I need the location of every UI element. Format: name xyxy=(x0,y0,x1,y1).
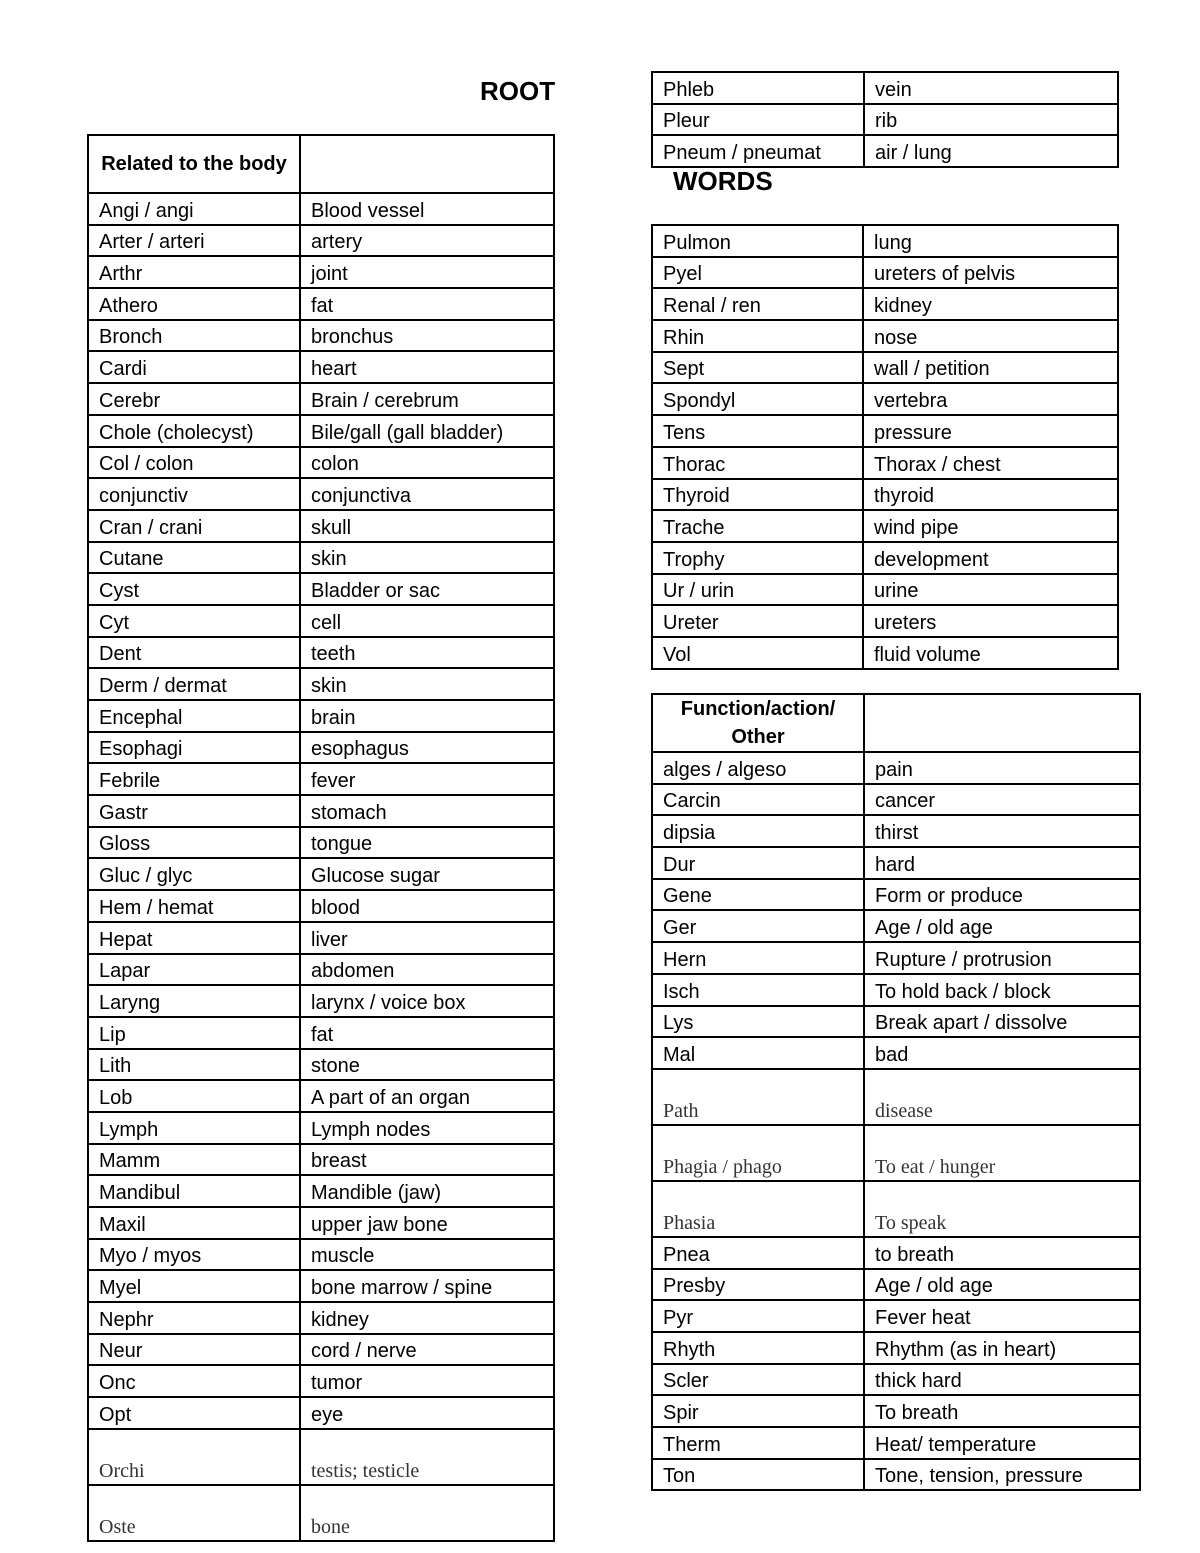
table-row xyxy=(88,1302,554,1334)
root-cell: Lip xyxy=(88,1017,300,1049)
meaning-cell: To eat / hunger xyxy=(864,1125,1140,1181)
table-row xyxy=(652,879,1140,911)
table-row xyxy=(88,700,554,732)
table-row xyxy=(652,974,1140,1006)
table-row xyxy=(652,1069,1140,1125)
root-cell: Opt xyxy=(88,1397,300,1429)
table-row xyxy=(88,320,554,352)
root-cell: Trache xyxy=(652,510,863,542)
table-row xyxy=(88,415,554,447)
table-row xyxy=(88,478,554,510)
root-cell: Maxil xyxy=(88,1207,300,1239)
root-cell: Rhin xyxy=(652,320,863,352)
root-cell: Col / colon xyxy=(88,447,300,479)
table-row xyxy=(652,510,1118,542)
meaning-cell: air / lung xyxy=(864,135,1118,167)
column-header xyxy=(864,694,1140,752)
meaning-cell: pain xyxy=(864,752,1140,784)
root-cell: Gluc / glyc xyxy=(88,858,300,890)
root-cell: Pyel xyxy=(652,257,863,289)
root-cell: Myo / myos xyxy=(88,1239,300,1271)
root-cell: Phleb xyxy=(652,72,864,104)
meaning-cell: Lymph nodes xyxy=(300,1112,554,1144)
table-row xyxy=(652,415,1118,447)
table-row xyxy=(88,922,554,954)
table-row xyxy=(88,1144,554,1176)
root-cell: Lapar xyxy=(88,954,300,986)
root-cell: Cran / crani xyxy=(88,510,300,542)
meaning-cell: Blood vessel xyxy=(300,193,554,225)
words-table xyxy=(651,224,1119,670)
table-row xyxy=(88,1485,554,1541)
root-cell: Renal / ren xyxy=(652,288,863,320)
meaning-cell: hard xyxy=(864,847,1140,879)
root-cell: Mamm xyxy=(88,1144,300,1176)
meaning-cell: fat xyxy=(300,288,554,320)
meaning-cell: ureters of pelvis xyxy=(863,257,1118,289)
root-cell: Cyst xyxy=(88,573,300,605)
table-header-row xyxy=(652,694,1140,752)
words-title: WORDS xyxy=(673,166,773,196)
table-row xyxy=(88,1112,554,1144)
meaning-cell: fluid volume xyxy=(863,637,1118,669)
root-cell: Encephal xyxy=(88,700,300,732)
root-cell: Presby xyxy=(652,1269,864,1301)
meaning-cell: blood xyxy=(300,890,554,922)
root-cell: Path xyxy=(652,1069,864,1125)
root-cell: Cutane xyxy=(88,542,300,574)
root-cell: Therm xyxy=(652,1427,864,1459)
meaning-cell: eye xyxy=(300,1397,554,1429)
table-row xyxy=(652,320,1118,352)
meaning-cell: To breath xyxy=(864,1395,1140,1427)
table-row xyxy=(652,1300,1140,1332)
table-row xyxy=(88,573,554,605)
table-row xyxy=(652,942,1140,974)
meaning-cell: skin xyxy=(300,542,554,574)
meaning-cell: ureters xyxy=(863,605,1118,637)
root-cell: Phasia xyxy=(652,1181,864,1237)
root-cell: Febrile xyxy=(88,763,300,795)
body-roots-table xyxy=(87,134,555,1542)
table-row xyxy=(652,1237,1140,1269)
root-cell: Gene xyxy=(652,879,864,911)
table-row xyxy=(88,1429,554,1485)
meaning-cell: larynx / voice box xyxy=(300,985,554,1017)
meaning-cell: thyroid xyxy=(863,479,1118,511)
meaning-cell: bone xyxy=(300,1485,554,1541)
table-row xyxy=(652,784,1140,816)
table-row xyxy=(88,605,554,637)
root-cell: Athero xyxy=(88,288,300,320)
root-cell: Oste xyxy=(88,1485,300,1541)
root-cell: Esophagi xyxy=(88,732,300,764)
table-row xyxy=(88,985,554,1017)
table-row xyxy=(88,1239,554,1271)
table-row xyxy=(88,1049,554,1081)
root-cell: Pyr xyxy=(652,1300,864,1332)
meaning-cell: breast xyxy=(300,1144,554,1176)
root-cell: Vol xyxy=(652,637,863,669)
table-row xyxy=(88,1080,554,1112)
meaning-cell: To hold back / block xyxy=(864,974,1140,1006)
root-cell: Ur / urin xyxy=(652,574,863,606)
root-cell: Isch xyxy=(652,974,864,1006)
root-cell: Orchi xyxy=(88,1429,300,1485)
meaning-cell: wall / petition xyxy=(863,352,1118,384)
table-row xyxy=(88,890,554,922)
root-cell: Cerebr xyxy=(88,383,300,415)
table-row xyxy=(652,1125,1140,1181)
table-row xyxy=(88,763,554,795)
root-cell: Spondyl xyxy=(652,383,863,415)
continued-roots-table xyxy=(651,71,1119,168)
meaning-cell: heart xyxy=(300,351,554,383)
meaning-cell: urine xyxy=(863,574,1118,606)
table-row xyxy=(88,288,554,320)
root-cell: Cyt xyxy=(88,605,300,637)
table-row xyxy=(88,858,554,890)
root-cell: Cardi xyxy=(88,351,300,383)
root-cell: Lys xyxy=(652,1006,864,1038)
table-row xyxy=(652,542,1118,574)
meaning-cell: stone xyxy=(300,1049,554,1081)
meaning-cell: muscle xyxy=(300,1239,554,1271)
root-cell: Lith xyxy=(88,1049,300,1081)
table-row xyxy=(652,447,1118,479)
table-row xyxy=(88,954,554,986)
meaning-cell: colon xyxy=(300,447,554,479)
table-row xyxy=(652,1037,1140,1069)
table-row xyxy=(88,383,554,415)
meaning-cell: Break apart / dissolve xyxy=(864,1006,1140,1038)
table-row xyxy=(88,732,554,764)
table-row xyxy=(88,637,554,669)
table-row xyxy=(88,1334,554,1366)
meaning-cell: development xyxy=(863,542,1118,574)
meaning-cell: cord / nerve xyxy=(300,1334,554,1366)
function-table xyxy=(651,693,1141,1491)
meaning-cell: Thorax / chest xyxy=(863,447,1118,479)
meaning-cell: liver xyxy=(300,922,554,954)
root-cell: conjunctiv xyxy=(88,478,300,510)
root-cell: Scler xyxy=(652,1364,864,1396)
meaning-cell: joint xyxy=(300,256,554,288)
table-row xyxy=(652,72,1118,104)
root-cell: Hern xyxy=(652,942,864,974)
meaning-cell: thick hard xyxy=(864,1364,1140,1396)
meaning-cell: stomach xyxy=(300,795,554,827)
root-cell: Gastr xyxy=(88,795,300,827)
table-row xyxy=(88,668,554,700)
table-row xyxy=(88,1017,554,1049)
table-row xyxy=(652,605,1118,637)
table-row xyxy=(652,847,1140,879)
root-cell: Dur xyxy=(652,847,864,879)
root-cell: Derm / dermat xyxy=(88,668,300,700)
root-cell: Lob xyxy=(88,1080,300,1112)
root-cell: Mal xyxy=(652,1037,864,1069)
meaning-cell: tumor xyxy=(300,1365,554,1397)
table-row xyxy=(88,351,554,383)
column-header: Function/action/ Other xyxy=(652,694,864,752)
table-header-row xyxy=(88,135,554,193)
root-cell: Bronch xyxy=(88,320,300,352)
meaning-cell: Age / old age xyxy=(864,910,1140,942)
table-row xyxy=(652,1269,1140,1301)
table-row xyxy=(88,256,554,288)
table-row xyxy=(652,225,1118,257)
meaning-cell: bad xyxy=(864,1037,1140,1069)
table-row xyxy=(652,574,1118,606)
meaning-cell: Rhythm (as in heart) xyxy=(864,1332,1140,1364)
table-row xyxy=(652,1181,1140,1237)
table-row xyxy=(652,752,1140,784)
meaning-cell: Rupture / protrusion xyxy=(864,942,1140,974)
table-row xyxy=(88,225,554,257)
root-cell: Carcin xyxy=(652,784,864,816)
root-cell: Sept xyxy=(652,352,863,384)
root-cell: Pnea xyxy=(652,1237,864,1269)
table-row xyxy=(88,1207,554,1239)
table-row xyxy=(652,479,1118,511)
meaning-cell: Bile/gall (gall bladder) xyxy=(300,415,554,447)
meaning-cell: bone marrow / spine xyxy=(300,1270,554,1302)
meaning-cell: to breath xyxy=(864,1237,1140,1269)
root-cell: Gloss xyxy=(88,827,300,859)
meaning-cell: testis; testicle xyxy=(300,1429,554,1485)
table-row xyxy=(652,104,1118,136)
table-row xyxy=(652,352,1118,384)
meaning-cell: Tone, tension, pressure xyxy=(864,1459,1140,1491)
root-cell: Arthr xyxy=(88,256,300,288)
column-header: Related to the body xyxy=(88,135,300,193)
meaning-cell: rib xyxy=(864,104,1118,136)
meaning-cell: conjunctiva xyxy=(300,478,554,510)
meaning-cell: disease xyxy=(864,1069,1140,1125)
root-cell: Arter / arteri xyxy=(88,225,300,257)
table-row xyxy=(652,637,1118,669)
meaning-cell: A part of an organ xyxy=(300,1080,554,1112)
meaning-cell: thirst xyxy=(864,815,1140,847)
meaning-cell: Form or produce xyxy=(864,879,1140,911)
root-cell: Nephr xyxy=(88,1302,300,1334)
meaning-cell: abdomen xyxy=(300,954,554,986)
table-row xyxy=(88,795,554,827)
root-cell: Pulmon xyxy=(652,225,863,257)
root-cell: Ureter xyxy=(652,605,863,637)
table-row xyxy=(652,383,1118,415)
root-cell: Phagia / phago xyxy=(652,1125,864,1181)
root-cell: Chole (cholecyst) xyxy=(88,415,300,447)
meaning-cell: kidney xyxy=(863,288,1118,320)
meaning-cell: brain xyxy=(300,700,554,732)
table-row xyxy=(652,1459,1140,1491)
meaning-cell: wind pipe xyxy=(863,510,1118,542)
meaning-cell: teeth xyxy=(300,637,554,669)
table-row xyxy=(652,910,1140,942)
root-cell: alges / algeso xyxy=(652,752,864,784)
meaning-cell: fat xyxy=(300,1017,554,1049)
root-cell: Pleur xyxy=(652,104,864,136)
root-cell: Lymph xyxy=(88,1112,300,1144)
root-cell: Mandibul xyxy=(88,1175,300,1207)
meaning-cell: upper jaw bone xyxy=(300,1207,554,1239)
meaning-cell: pressure xyxy=(863,415,1118,447)
root-cell: Onc xyxy=(88,1365,300,1397)
table-row xyxy=(652,815,1140,847)
table-row xyxy=(652,1006,1140,1038)
root-title: ROOT xyxy=(480,76,556,106)
table-row xyxy=(88,1175,554,1207)
table-row xyxy=(652,257,1118,289)
root-cell: Thorac xyxy=(652,447,863,479)
table-row xyxy=(88,1365,554,1397)
root-cell: Hem / hemat xyxy=(88,890,300,922)
table-row xyxy=(652,1332,1140,1364)
meaning-cell: Heat/ temperature xyxy=(864,1427,1140,1459)
table-row xyxy=(88,1397,554,1429)
root-cell: Dent xyxy=(88,637,300,669)
root-cell: Spir xyxy=(652,1395,864,1427)
table-row xyxy=(88,510,554,542)
meaning-cell: Fever heat xyxy=(864,1300,1140,1332)
root-cell: Angi / angi xyxy=(88,193,300,225)
meaning-cell: nose xyxy=(863,320,1118,352)
root-cell: Trophy xyxy=(652,542,863,574)
meaning-cell: esophagus xyxy=(300,732,554,764)
meaning-cell: Mandible (jaw) xyxy=(300,1175,554,1207)
meaning-cell: Glucose sugar xyxy=(300,858,554,890)
meaning-cell: To speak xyxy=(864,1181,1140,1237)
meaning-cell: fever xyxy=(300,763,554,795)
meaning-cell: cell xyxy=(300,605,554,637)
meaning-cell: artery xyxy=(300,225,554,257)
meaning-cell: kidney xyxy=(300,1302,554,1334)
root-cell: Ton xyxy=(652,1459,864,1491)
table-row xyxy=(88,1270,554,1302)
root-cell: Ger xyxy=(652,910,864,942)
table-row xyxy=(652,135,1118,167)
meaning-cell: skull xyxy=(300,510,554,542)
root-cell: Tens xyxy=(652,415,863,447)
table-row xyxy=(88,542,554,574)
meaning-cell: vein xyxy=(864,72,1118,104)
root-cell: Pneum / pneumat xyxy=(652,135,864,167)
table-row xyxy=(652,1395,1140,1427)
meaning-cell: tongue xyxy=(300,827,554,859)
table-row xyxy=(88,193,554,225)
root-cell: Myel xyxy=(88,1270,300,1302)
root-cell: Rhyth xyxy=(652,1332,864,1364)
meaning-cell: skin xyxy=(300,668,554,700)
root-cell: Thyroid xyxy=(652,479,863,511)
root-cell: dipsia xyxy=(652,815,864,847)
table-row xyxy=(88,827,554,859)
root-cell: Laryng xyxy=(88,985,300,1017)
root-cell: Neur xyxy=(88,1334,300,1366)
meaning-cell: lung xyxy=(863,225,1118,257)
table-row xyxy=(652,1364,1140,1396)
table-row xyxy=(88,447,554,479)
table-row xyxy=(652,288,1118,320)
root-cell: Hepat xyxy=(88,922,300,954)
column-header xyxy=(300,135,554,193)
meaning-cell: cancer xyxy=(864,784,1140,816)
meaning-cell: Age / old age xyxy=(864,1269,1140,1301)
table-row xyxy=(652,1427,1140,1459)
meaning-cell: bronchus xyxy=(300,320,554,352)
meaning-cell: Brain / cerebrum xyxy=(300,383,554,415)
meaning-cell: vertebra xyxy=(863,383,1118,415)
meaning-cell: Bladder or sac xyxy=(300,573,554,605)
